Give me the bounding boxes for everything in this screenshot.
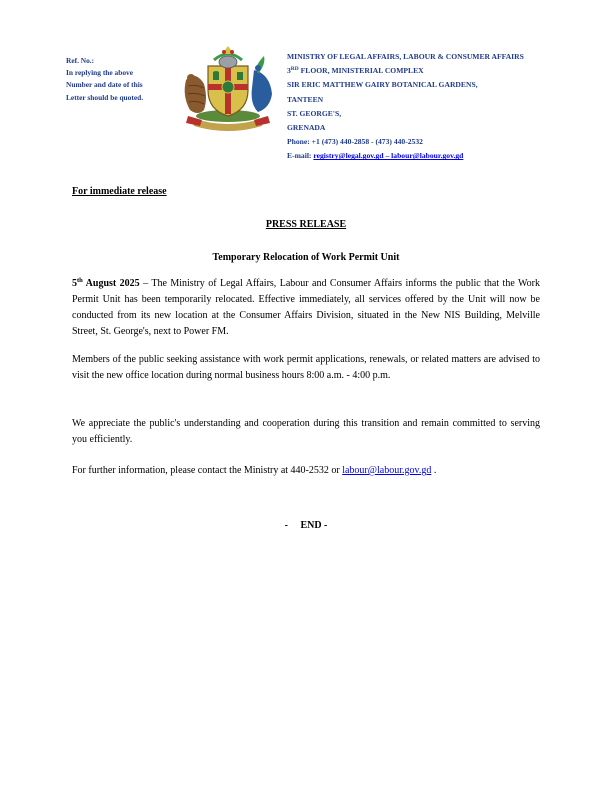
ministry-name: MINISTRY OF LEGAL AFFAIRS, LABOUR & CONSUMER AFFAIRS — [287, 52, 524, 61]
ref-line-3: Number and date of this — [66, 80, 143, 90]
email-prefix: E-mail: — [287, 151, 314, 161]
press-release-title: PRESS RELEASE — [265, 219, 347, 230]
phone-line: Phone: +1 (473) 440-2858 - (473) 440-2532 — [287, 137, 423, 147]
ref-line-4: Letter should be quoted. — [66, 92, 144, 102]
letterhead-address — [287, 50, 587, 164]
press-release-subtitle: Temporary Relocation of Work Permit Unit — [212, 252, 400, 263]
floor-superscript: RD — [290, 66, 299, 73]
address-country: GRENADA — [287, 123, 326, 133]
floor-rest: FLOOR, MINISTERIAL COMPLEX — [298, 66, 424, 76]
email-line — [287, 149, 587, 163]
immediate-release-tag: For immediate release — [72, 186, 167, 197]
address-floor — [287, 64, 587, 78]
address-city: ST. GEORGE'S, — [287, 108, 342, 118]
release-date — [72, 278, 140, 289]
address-area: TANTEEN — [287, 94, 324, 104]
ref-line-1: Ref. No.: — [66, 56, 95, 65]
address-gardens: SIR ERIC MATTHEW GAIRY BOTANICAL GARDENS, — [287, 80, 478, 90]
date-month-year: August 2025 — [82, 278, 140, 289]
announcement-text: – The Ministry of Legal Affairs, Labour and Consumer Affairs informs the public that the Work Permit Unit has been temporarily relocated. Effective immediately, all services offered by the Unit will now be conducted from its new location at the Consumer Affairs Division, situated in the New NIS Building, Melville Street, St. George's, next to Power FM. — [72, 278, 540, 337]
email-links[interactable]: registry@legal.gov.gd – labour@labour.gov.gd — [313, 151, 464, 161]
contact-end: . — [431, 465, 437, 476]
coat-of-arms-crest-icon — [178, 44, 278, 134]
reference-note — [66, 55, 176, 104]
floor-number: 3 — [287, 66, 291, 76]
end-marker: - END - — [284, 520, 328, 531]
date-number: 5 — [72, 278, 77, 289]
paragraph-appreciation: We appreciate the public's understanding and cooperation during this transition and remain committed to serving you efficiently. — [72, 418, 540, 445]
date-superscript: th — [77, 277, 83, 284]
paragraph-announcement — [72, 276, 540, 340]
contact-text: For further information, please contact the Ministry at 440-2532 or — [72, 465, 343, 476]
ref-line-2: In replying the above — [66, 68, 134, 78]
paragraph-contact — [72, 463, 540, 479]
paragraph-assistance: Members of the public seeking assistance with work permit applications, renewals, or related matters are advised to visit the new office location during normal business hours 8:00 a.m. - 4:00 p.m. — [72, 354, 540, 381]
contact-email-link[interactable]: labour@labour.gov.gd — [342, 465, 432, 476]
